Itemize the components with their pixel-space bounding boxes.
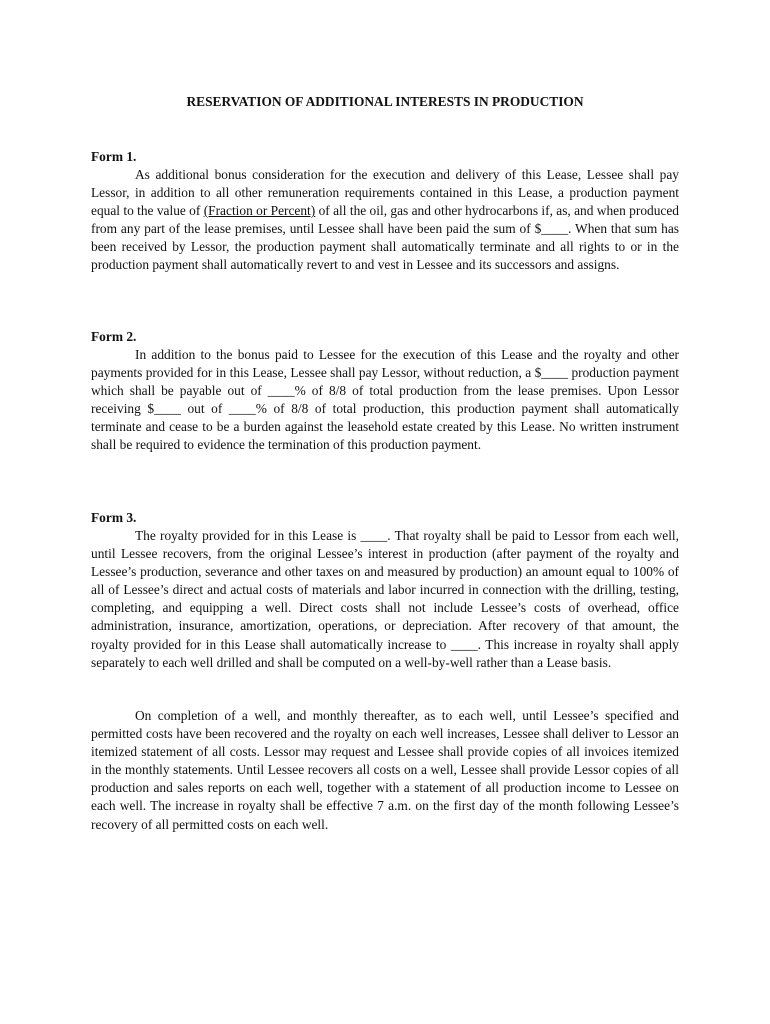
form-3-heading: Form 3. [91,510,137,525]
form-1-text-before: As additional bonus consideration for the execution and delivery of this Lease, Lessee shall pay Lessor, in addition to all other remuneration requirements contained in this Lease, a production payment equal to the value of [91,167,679,219]
form-3-paragraph-1: The royalty provided for in this Lease is ____. That royalty shall be paid to Lessor from each well, until Lessee recovers, from the original Lessee’s interest in production (after payment of the royalty and Lessee’s production, severance and other taxes on and measured by production) an amount equal to 100% of all of Lessee’s direct and actual costs of materials and labor incurred in connection with the drilling, testing, completing, and equipping a well. Direct costs shall not include Lessee’s costs of overhead, office administration, insurance, amortization, operations, or depreciation. After recovery of that amount, the royalty provided for in this Lease shall automatically increase to ____. This increase in royalty shall apply separately to each well drilled and shall be computed on a well-by-well rather than a Lease basis. [91,528,679,670]
fraction-or-percent-placeholder: (Fraction or Percent) [203,203,316,219]
document-title: RESERVATION OF ADDITIONAL INTERESTS IN PRODUCTION [186,94,584,109]
form-2-paragraph: In addition to the bonus paid to Lessee for the execution of this Lease and the royalty and other payments provided for in this Lease, Lessee shall pay Lessor, without reduction, a $____ production payment which shall be payable out of ____% of 8/8 of total production from the lease premises. Upon Lessor receiving $____ out of ____% of 8/8 of total production, this production payment shall automatically terminate and cease to be a burden against the leasehold estate created by this Lease. No written instrument shall be required to evidence the termination of this production payment. [91,347,679,453]
form-1-paragraph [91,166,679,275]
form-3-paragraph-2: On completion of a well, and monthly thereafter, as to each well, until Lessee’s specified and permitted costs have been recovered and the royalty on each well increases, Lessee shall deliver to Lessor an itemized statement of all costs. Lessor may request and Lessee shall provide copies of all invoices itemized in the monthly statements. Until Lessee recovers all costs on a well, Lessee shall provide Lessor copies of all production and sales reports on each well, together with a statement of all production income to Lessee on each well. The increase in royalty shall be effective 7 a.m. on the first day of the month following Lessee’s recovery of all permitted costs on each well. [91,708,679,832]
form-1-heading: Form 1. [91,149,137,164]
form-2-heading: Form 2. [91,329,137,344]
form-1-text-after: of all the oil, gas and other hydrocarbons if, as, and when produced from any part of the lease premises, until Lessee shall have been paid the sum of $____. When that sum has been received by Lessor, the production payment shall automatically terminate and all rights to or in the production payment shall automatically revert to and vest in Lessee and its successors and assigns. [91,203,679,273]
